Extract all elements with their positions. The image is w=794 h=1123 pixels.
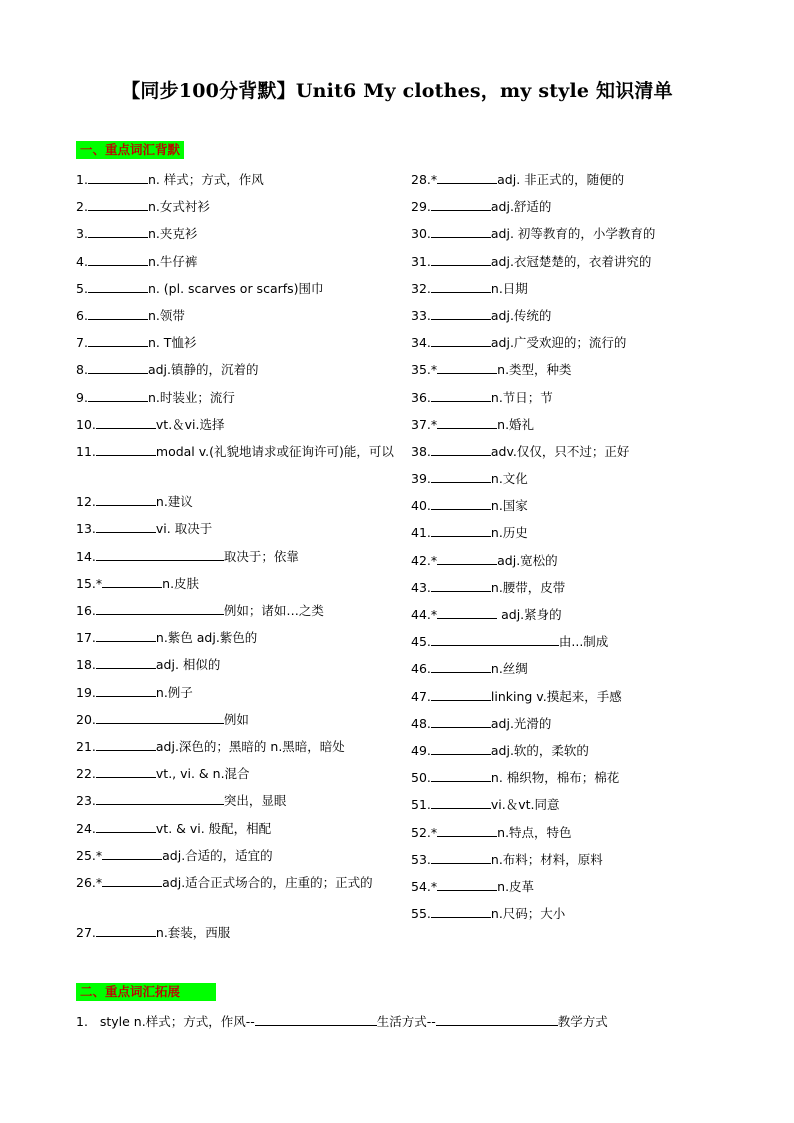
item-number: 9. [76, 389, 88, 405]
vocab-item [411, 823, 711, 850]
item-number: 53. [411, 851, 431, 867]
answer-blank[interactable] [96, 493, 156, 506]
answer-blank[interactable] [431, 633, 559, 646]
answer-blank[interactable] [437, 878, 497, 891]
item-number: 25.* [76, 847, 103, 863]
vocab-item [411, 442, 711, 469]
item-definition: n.牛仔裤 [147, 253, 198, 269]
item-definition: n.女式衬衫 [147, 199, 210, 215]
item-number: 33. [411, 307, 431, 323]
section-header-vocab: 一、重点词汇背默 [76, 141, 184, 159]
extension-prefix: style n.样式；方式，作风-- [99, 1014, 255, 1029]
vocab-item [411, 850, 711, 877]
item-number: 36. [411, 389, 431, 405]
vocab-item [76, 306, 396, 333]
vocab-item [76, 388, 396, 415]
answer-blank[interactable] [102, 874, 162, 887]
item-number: 42.* [411, 552, 438, 568]
item-definition: n.婚礼 [497, 416, 535, 432]
item-definition: n.历史 [490, 525, 528, 541]
item-definition: 例如；诸如…之类 [223, 603, 324, 619]
answer-blank[interactable] [96, 443, 156, 456]
extension-num: 1. [76, 1014, 88, 1029]
item-number: 29. [411, 199, 431, 215]
answer-blank[interactable] [431, 470, 491, 483]
vocab-item [411, 224, 711, 251]
item-definition: n.例子 [155, 684, 193, 700]
item-number: 10. [76, 416, 96, 432]
item-definition: adj.紧身的 [497, 607, 562, 622]
item-definition: adj.舒适的 [490, 199, 552, 215]
vocab-item [411, 795, 711, 822]
vocab-item [76, 655, 396, 682]
vocab-item [411, 659, 711, 686]
answer-blank[interactable] [431, 497, 491, 510]
item-number: 50. [411, 770, 431, 786]
vocab-item [76, 360, 396, 387]
item-number: 18. [76, 657, 96, 673]
vocab-item [76, 333, 396, 360]
answer-blank[interactable] [88, 253, 148, 266]
answer-blank[interactable] [88, 307, 148, 320]
item-number: 5. [76, 280, 88, 296]
vocab-item [76, 574, 396, 601]
item-number: 32. [411, 280, 431, 296]
item-number: 55. [411, 906, 431, 922]
section-header-extension: 二、重点词汇拓展 [76, 983, 216, 1001]
item-number: 22. [76, 766, 96, 782]
vocab-item [76, 438, 396, 492]
vocab-item [411, 741, 711, 768]
vocab-item [411, 714, 711, 741]
answer-blank[interactable] [96, 765, 156, 778]
item-definition: linking v.摸起来，手感 [490, 688, 622, 704]
answer-blank[interactable] [255, 1013, 377, 1026]
vocab-item [76, 710, 396, 737]
answer-blank[interactable] [431, 225, 491, 238]
vocab-item [76, 519, 396, 546]
vocab-item [76, 819, 396, 846]
item-number: 11. [76, 443, 96, 459]
item-definition: adj.传统的 [490, 307, 552, 323]
item-definition: adv.仅仅，只不过；正好 [490, 443, 630, 459]
answer-blank[interactable] [431, 280, 491, 293]
item-definition: n.类型，种类 [497, 362, 572, 378]
answer-blank[interactable] [96, 924, 156, 937]
item-number: 17. [76, 630, 96, 646]
item-number: 2. [76, 199, 88, 215]
item-definition: n.套装，西服 [155, 925, 231, 941]
vocab-item [411, 551, 711, 578]
vocab-item [411, 578, 711, 605]
vocab-item [411, 632, 711, 659]
item-definition: modal v.(礼貌地请求或征询许可)能，可以 [155, 443, 394, 459]
answer-blank[interactable] [96, 629, 156, 642]
vocab-item [76, 170, 396, 197]
vocab-item [76, 683, 396, 710]
item-definition: n.皮肤 [162, 575, 200, 591]
vocab-item [411, 388, 711, 415]
item-definition: adj.合适的，适宜的 [162, 847, 273, 863]
answer-blank[interactable] [96, 520, 156, 533]
vocab-item [411, 768, 711, 795]
answer-blank[interactable] [431, 307, 491, 320]
vocab-item [411, 904, 711, 931]
item-number: 37.* [411, 416, 438, 432]
item-number: 24. [76, 820, 96, 836]
item-definition: n.夹克衫 [147, 226, 198, 242]
answer-blank[interactable] [431, 334, 491, 347]
item-number: 49. [411, 742, 431, 758]
vocab-item [411, 252, 711, 279]
item-number: 4. [76, 253, 88, 269]
answer-blank[interactable] [431, 905, 491, 918]
item-definition: adj.宽松的 [497, 552, 558, 568]
answer-blank[interactable] [437, 552, 497, 565]
answer-blank[interactable] [436, 1013, 558, 1026]
answer-blank[interactable] [88, 361, 148, 374]
vocab-item [76, 601, 396, 628]
item-definition: n.日期 [490, 280, 528, 296]
vocab-item [411, 170, 711, 197]
item-definition: n.腰带，皮带 [490, 579, 566, 595]
answer-blank[interactable] [431, 715, 491, 728]
vocab-item [76, 547, 396, 574]
vocab-item [411, 415, 711, 442]
answer-blank[interactable] [431, 851, 491, 864]
vocab-item [411, 496, 711, 523]
vocab-list-left [76, 170, 396, 950]
extension-suffix: 教学方式 [557, 1014, 608, 1029]
item-number: 6. [76, 307, 88, 323]
answer-blank[interactable] [88, 389, 148, 402]
item-number: 15.* [76, 575, 103, 591]
item-definition: n.时装业；流行 [147, 389, 235, 405]
answer-blank[interactable] [102, 575, 162, 588]
item-definition: n. (pl. scarves or scarfs)围巾 [147, 280, 324, 296]
item-definition: n.丝绸 [490, 661, 528, 677]
vocab-item [76, 764, 396, 791]
answer-blank[interactable] [88, 171, 148, 184]
item-definition: adj.光滑的 [490, 715, 552, 731]
answer-blank[interactable] [431, 579, 491, 592]
answer-blank[interactable] [431, 742, 491, 755]
vocab-item [411, 279, 711, 306]
answer-blank[interactable] [431, 443, 491, 456]
answer-blank[interactable] [431, 253, 491, 266]
answer-blank[interactable] [431, 796, 491, 809]
item-number: 16. [76, 603, 96, 619]
answer-blank[interactable] [431, 389, 491, 402]
answer-blank[interactable] [88, 198, 148, 211]
answer-blank[interactable] [96, 416, 156, 429]
item-number: 12. [76, 494, 96, 510]
item-definition: n.建议 [155, 494, 193, 510]
item-definition: adj.衣冠楚楚的，衣着讲究的 [490, 253, 652, 269]
item-definition: adj.镇静的，沉着的 [147, 362, 259, 378]
extension-middle: 生活方式-- [376, 1014, 436, 1029]
item-definition: 取决于；依靠 [223, 548, 299, 564]
item-number: 44.* [411, 607, 438, 622]
vocab-item [411, 469, 711, 496]
item-number: 46. [411, 661, 431, 677]
answer-blank[interactable] [437, 171, 497, 184]
answer-blank[interactable] [431, 524, 491, 537]
item-definition: 突出，显眼 [223, 793, 287, 809]
item-definition: n.紫色 adj.紫色的 [155, 630, 258, 646]
vocab-item [411, 197, 711, 224]
item-number: 34. [411, 335, 431, 351]
item-definition: vi.＆vt.同意 [490, 797, 560, 813]
page-title: 【同步100分背默】Unit6 My clothes，my style 知识清单 [121, 80, 673, 102]
vocab-item [411, 306, 711, 333]
item-definition: n.国家 [490, 498, 528, 514]
item-number: 52.* [411, 824, 438, 840]
vocab-item [411, 360, 711, 387]
answer-blank[interactable] [88, 280, 148, 293]
item-number: 48. [411, 715, 431, 731]
item-definition: adj.软的，柔软的 [490, 742, 589, 758]
item-number: 19. [76, 684, 96, 700]
item-definition: adj. 非正式的，随便的 [497, 172, 625, 187]
answer-blank[interactable] [96, 684, 156, 697]
item-definition: 由...制成 [558, 634, 609, 650]
item-definition: 例如 [223, 711, 249, 727]
item-definition: n.皮革 [497, 878, 535, 894]
item-definition: n.节日；节 [490, 389, 553, 405]
item-number: 51. [411, 797, 431, 813]
answer-blank[interactable] [102, 847, 162, 860]
item-number: 40. [411, 498, 431, 514]
item-definition: vi. 取决于 [155, 521, 213, 537]
item-definition: vt. & vi. 般配，相配 [155, 820, 272, 836]
item-definition: adj. 相似的 [155, 657, 221, 673]
vocab-item [411, 687, 711, 714]
item-number: 45. [411, 634, 431, 650]
answer-blank[interactable] [437, 361, 497, 374]
item-number: 47. [411, 688, 431, 704]
vocab-item [76, 279, 396, 306]
answer-blank[interactable] [96, 602, 224, 615]
vocab-item [411, 877, 711, 904]
answer-blank[interactable] [431, 769, 491, 782]
answer-blank[interactable] [96, 792, 224, 805]
item-definition: n.领带 [147, 307, 185, 323]
item-number: 7. [76, 335, 88, 351]
answer-blank[interactable] [437, 606, 497, 619]
vocab-item [76, 197, 396, 224]
answer-blank[interactable] [431, 660, 491, 673]
answer-blank[interactable] [96, 711, 224, 724]
item-definition: n. T恤衫 [147, 335, 197, 351]
item-definition: adj.广受欢迎的；流行的 [490, 335, 627, 351]
item-number: 26.* [76, 874, 103, 890]
item-definition: adj.适合正式场合的，庄重的；正式的 [162, 874, 373, 890]
extension-item [76, 1012, 608, 1030]
answer-blank[interactable] [437, 416, 497, 429]
item-definition: n.特点，特色 [497, 824, 572, 840]
vocab-item [76, 492, 396, 519]
item-number: 1. [76, 172, 88, 187]
item-definition: vt.＆vi.选择 [155, 416, 225, 432]
item-number: 39. [411, 471, 431, 487]
vocab-item [411, 333, 711, 360]
item-number: 21. [76, 738, 96, 754]
item-definition: adj.深色的；黑暗的 n.黑暗，暗处 [155, 738, 345, 754]
item-definition: vt., vi. & n.混合 [155, 766, 250, 782]
item-number: 27. [76, 925, 96, 941]
vocab-item [76, 252, 396, 279]
answer-blank[interactable] [431, 198, 491, 211]
vocab-item [76, 923, 396, 950]
item-number: 43. [411, 579, 431, 595]
item-definition: n. 棉织物，棉布；棉花 [490, 770, 620, 786]
item-number: 35.* [411, 362, 438, 378]
answer-blank[interactable] [96, 656, 156, 669]
vocab-item [76, 791, 396, 818]
vocab-item [411, 605, 711, 632]
vocab-item [411, 523, 711, 550]
vocab-item [76, 869, 396, 923]
item-number: 28.* [411, 172, 438, 187]
item-definition: adj. 初等教育的，小学教育的 [490, 226, 656, 242]
item-number: 23. [76, 793, 96, 809]
item-number: 3. [76, 226, 88, 242]
item-number: 38. [411, 443, 431, 459]
item-number: 20. [76, 711, 96, 727]
vocab-list-right [411, 170, 711, 931]
item-definition: n.文化 [490, 471, 528, 487]
item-number: 13. [76, 521, 96, 537]
vocab-item [76, 737, 396, 764]
answer-blank[interactable] [88, 334, 148, 347]
answer-blank[interactable] [88, 225, 148, 238]
answer-blank[interactable] [96, 738, 156, 751]
answer-blank[interactable] [437, 824, 497, 837]
item-definition: n.尺码；大小 [490, 906, 566, 922]
item-number: 8. [76, 362, 88, 378]
answer-blank[interactable] [96, 548, 224, 561]
item-number: 31. [411, 253, 431, 269]
item-number: 41. [411, 525, 431, 541]
item-definition: n. 样式；方式，作风 [147, 172, 264, 187]
item-number: 54.* [411, 878, 438, 894]
vocab-item [76, 628, 396, 655]
item-number: 14. [76, 548, 96, 564]
item-number: 30. [411, 226, 431, 242]
answer-blank[interactable] [96, 820, 156, 833]
item-definition: n.布料；材料，原料 [490, 851, 603, 867]
answer-blank[interactable] [431, 688, 491, 701]
vocab-item [76, 224, 396, 251]
